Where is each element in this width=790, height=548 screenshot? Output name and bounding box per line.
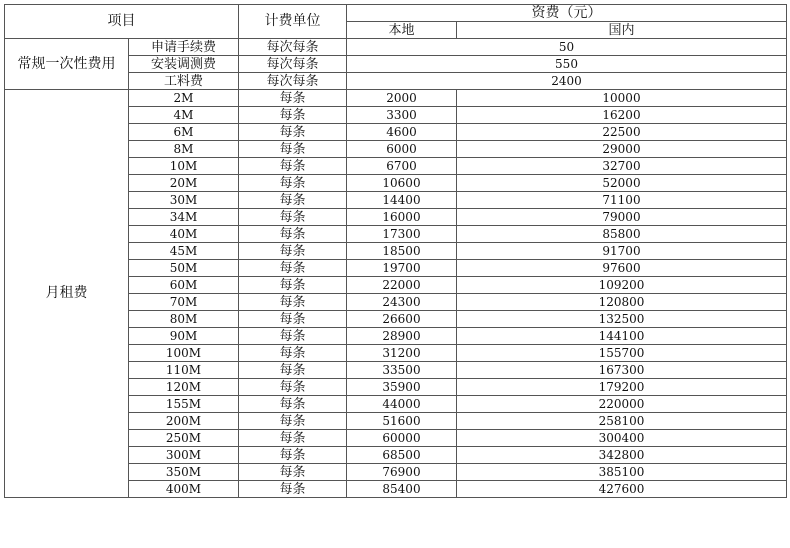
fee-table-body bbox=[5, 5, 787, 498]
domestic-fee-cell: 120800 bbox=[457, 294, 787, 311]
local-fee-cell: 44000 bbox=[347, 396, 457, 413]
local-fee-cell: 16000 bbox=[347, 209, 457, 226]
unit-cell: 每条 bbox=[239, 430, 347, 447]
unit-cell: 每条 bbox=[239, 226, 347, 243]
local-fee-cell: 10600 bbox=[347, 175, 457, 192]
one-time-unit: 每次每条 bbox=[239, 56, 347, 73]
unit-cell: 每条 bbox=[239, 464, 347, 481]
unit-cell: 每条 bbox=[239, 243, 347, 260]
unit-cell: 每条 bbox=[239, 396, 347, 413]
bandwidth-cell: 30M bbox=[129, 192, 239, 209]
local-fee-cell: 24300 bbox=[347, 294, 457, 311]
bandwidth-cell: 100M bbox=[129, 345, 239, 362]
bandwidth-cell: 80M bbox=[129, 311, 239, 328]
local-fee-cell: 76900 bbox=[347, 464, 457, 481]
unit-cell: 每条 bbox=[239, 90, 347, 107]
header-domestic: 国内 bbox=[457, 22, 787, 39]
unit-cell: 每条 bbox=[239, 413, 347, 430]
one-time-unit: 每次每条 bbox=[239, 73, 347, 90]
domestic-fee-cell: 16200 bbox=[457, 107, 787, 124]
unit-cell: 每条 bbox=[239, 175, 347, 192]
bandwidth-cell: 120M bbox=[129, 379, 239, 396]
unit-cell: 每条 bbox=[239, 294, 347, 311]
bandwidth-cell: 350M bbox=[129, 464, 239, 481]
domestic-fee-cell: 79000 bbox=[457, 209, 787, 226]
one-time-fee: 550 bbox=[347, 56, 787, 73]
domestic-fee-cell: 155700 bbox=[457, 345, 787, 362]
unit-cell: 每条 bbox=[239, 379, 347, 396]
bandwidth-cell: 8M bbox=[129, 141, 239, 158]
unit-cell: 每条 bbox=[239, 107, 347, 124]
domestic-fee-cell: 97600 bbox=[457, 260, 787, 277]
domestic-fee-cell: 85800 bbox=[457, 226, 787, 243]
fee-table bbox=[4, 4, 787, 498]
local-fee-cell: 31200 bbox=[347, 345, 457, 362]
unit-cell: 每条 bbox=[239, 328, 347, 345]
bandwidth-cell: 110M bbox=[129, 362, 239, 379]
local-fee-cell: 4600 bbox=[347, 124, 457, 141]
local-fee-cell: 51600 bbox=[347, 413, 457, 430]
one-time-item: 安装调测费 bbox=[129, 56, 239, 73]
local-fee-cell: 35900 bbox=[347, 379, 457, 396]
one-time-category: 常规一次性费用 bbox=[5, 39, 129, 90]
bandwidth-cell: 300M bbox=[129, 447, 239, 464]
domestic-fee-cell: 144100 bbox=[457, 328, 787, 345]
bandwidth-cell: 200M bbox=[129, 413, 239, 430]
bandwidth-cell: 4M bbox=[129, 107, 239, 124]
domestic-fee-cell: 109200 bbox=[457, 277, 787, 294]
one-time-fee: 2400 bbox=[347, 73, 787, 90]
unit-cell: 每条 bbox=[239, 481, 347, 498]
bandwidth-cell: 6M bbox=[129, 124, 239, 141]
bandwidth-cell: 34M bbox=[129, 209, 239, 226]
local-fee-cell: 68500 bbox=[347, 447, 457, 464]
domestic-fee-cell: 258100 bbox=[457, 413, 787, 430]
one-time-item: 工料费 bbox=[129, 73, 239, 90]
unit-cell: 每条 bbox=[239, 345, 347, 362]
unit-cell: 每条 bbox=[239, 277, 347, 294]
local-fee-cell: 18500 bbox=[347, 243, 457, 260]
local-fee-cell: 19700 bbox=[347, 260, 457, 277]
bandwidth-cell: 70M bbox=[129, 294, 239, 311]
fee-table-wrapper bbox=[4, 4, 787, 498]
local-fee-cell: 60000 bbox=[347, 430, 457, 447]
unit-cell: 每条 bbox=[239, 124, 347, 141]
bandwidth-cell: 10M bbox=[129, 158, 239, 175]
domestic-fee-cell: 132500 bbox=[457, 311, 787, 328]
domestic-fee-cell: 385100 bbox=[457, 464, 787, 481]
domestic-fee-cell: 342800 bbox=[457, 447, 787, 464]
header-unit: 计费单位 bbox=[239, 5, 347, 39]
local-fee-cell: 14400 bbox=[347, 192, 457, 209]
header-item: 项目 bbox=[5, 5, 239, 39]
monthly-category: 月租费 bbox=[5, 90, 129, 498]
domestic-fee-cell: 52000 bbox=[457, 175, 787, 192]
domestic-fee-cell: 32700 bbox=[457, 158, 787, 175]
local-fee-cell: 2000 bbox=[347, 90, 457, 107]
domestic-fee-cell: 179200 bbox=[457, 379, 787, 396]
domestic-fee-cell: 427600 bbox=[457, 481, 787, 498]
domestic-fee-cell: 91700 bbox=[457, 243, 787, 260]
local-fee-cell: 26600 bbox=[347, 311, 457, 328]
domestic-fee-cell: 29000 bbox=[457, 141, 787, 158]
one-time-row bbox=[5, 39, 787, 56]
unit-cell: 每条 bbox=[239, 311, 347, 328]
bandwidth-cell: 60M bbox=[129, 277, 239, 294]
bandwidth-cell: 45M bbox=[129, 243, 239, 260]
domestic-fee-cell: 220000 bbox=[457, 396, 787, 413]
unit-cell: 每条 bbox=[239, 141, 347, 158]
local-fee-cell: 6700 bbox=[347, 158, 457, 175]
unit-cell: 每条 bbox=[239, 447, 347, 464]
local-fee-cell: 3300 bbox=[347, 107, 457, 124]
domestic-fee-cell: 167300 bbox=[457, 362, 787, 379]
unit-cell: 每条 bbox=[239, 192, 347, 209]
bandwidth-cell: 250M bbox=[129, 430, 239, 447]
unit-cell: 每条 bbox=[239, 362, 347, 379]
domestic-fee-cell: 300400 bbox=[457, 430, 787, 447]
unit-cell: 每条 bbox=[239, 260, 347, 277]
domestic-fee-cell: 22500 bbox=[457, 124, 787, 141]
monthly-row bbox=[5, 90, 787, 107]
local-fee-cell: 6000 bbox=[347, 141, 457, 158]
local-fee-cell: 28900 bbox=[347, 328, 457, 345]
local-fee-cell: 85400 bbox=[347, 481, 457, 498]
one-time-item: 申请手续费 bbox=[129, 39, 239, 56]
domestic-fee-cell: 71100 bbox=[457, 192, 787, 209]
one-time-fee: 50 bbox=[347, 39, 787, 56]
header-fee: 资费（元） bbox=[347, 5, 787, 22]
bandwidth-cell: 50M bbox=[129, 260, 239, 277]
bandwidth-cell: 20M bbox=[129, 175, 239, 192]
unit-cell: 每条 bbox=[239, 158, 347, 175]
bandwidth-cell: 400M bbox=[129, 481, 239, 498]
unit-cell: 每条 bbox=[239, 209, 347, 226]
header-local: 本地 bbox=[347, 22, 457, 39]
bandwidth-cell: 40M bbox=[129, 226, 239, 243]
local-fee-cell: 33500 bbox=[347, 362, 457, 379]
bandwidth-cell: 155M bbox=[129, 396, 239, 413]
domestic-fee-cell: 10000 bbox=[457, 90, 787, 107]
local-fee-cell: 22000 bbox=[347, 277, 457, 294]
header-row bbox=[5, 5, 787, 22]
bandwidth-cell: 90M bbox=[129, 328, 239, 345]
bandwidth-cell: 2M bbox=[129, 90, 239, 107]
local-fee-cell: 17300 bbox=[347, 226, 457, 243]
one-time-unit: 每次每条 bbox=[239, 39, 347, 56]
